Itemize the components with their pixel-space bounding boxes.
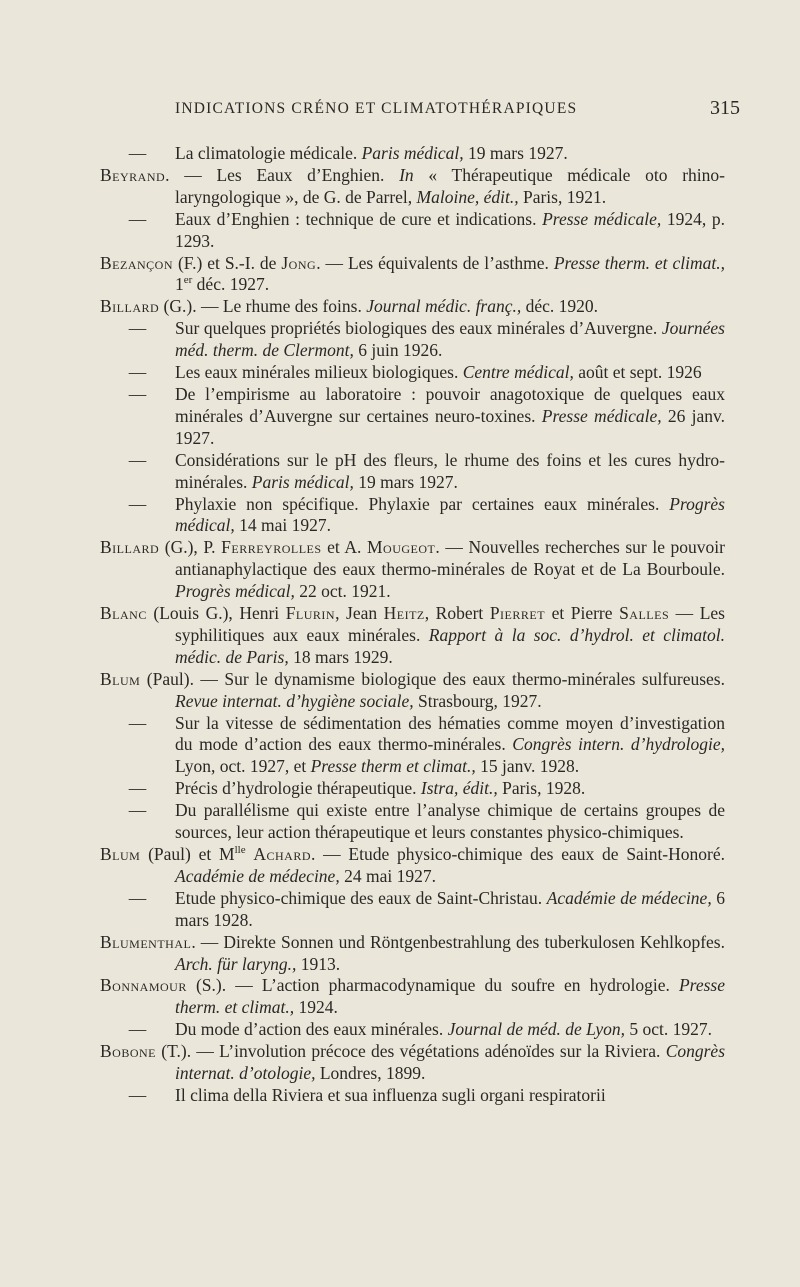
bibliography-entry	[100, 537, 725, 603]
bibliography-entry	[100, 1085, 725, 1107]
publication-title: Arch. für laryng.,	[175, 953, 297, 974]
entry-text: 19 mars 1927.	[353, 471, 458, 492]
entry-text: . — Direkte Sonnen und Röntgenbestrahlung des tuberkulosen Kehlkopfes.	[191, 931, 725, 952]
entry-text: Etude physico-chimique des eaux de Saint-Christau.	[175, 887, 547, 908]
entry-text: 14 mai 1927.	[234, 515, 332, 536]
author-name: Flurin	[285, 603, 336, 624]
bibliography-entry	[100, 844, 725, 888]
entry-text: 1924, p. 1293.	[175, 208, 726, 251]
entry-text: Paris, 1921.	[518, 186, 607, 207]
entry-text: , Robert	[424, 603, 490, 624]
entry-text: De l’empirisme au laboratoire : pouvoir anagotoxique de quelques eaux minérales d’Auvergne sur certaines neuro-toxines.	[175, 383, 725, 426]
continuation-dash: —	[128, 362, 147, 383]
entry-text: « Thérapeutique médicale oto rhino-laryngologique », de G. de Parrel,	[175, 164, 725, 207]
bibliography-entry	[100, 165, 725, 209]
entry-text: 1	[175, 274, 184, 295]
entry-text: 24 mai 1927.	[339, 865, 436, 886]
entry-text: et A.	[321, 537, 367, 558]
entry-text: (T.). — L’involution précoce des végétations adénoïdes sur la Riviera.	[156, 1041, 666, 1062]
entry-text: . — Les Eaux d’Enghien.	[165, 164, 400, 185]
author-name: Ferreyrolles	[221, 537, 322, 558]
entry-text: , Jean	[335, 603, 384, 624]
publication-title: Progrès médical,	[175, 493, 725, 536]
superscript: er	[183, 274, 193, 287]
entry-text: (G.), P.	[159, 537, 222, 558]
continuation-dash: —	[128, 493, 147, 514]
entry-text: 22 oct. 1921.	[294, 581, 391, 602]
entry-text: Les eaux minérales milieux biologiques.	[175, 362, 463, 383]
bibliography-entry	[100, 143, 725, 165]
continuation-dash: —	[128, 800, 147, 821]
entry-text: Sur quelques propriétés biologiques des eaux minérales d’Auvergne.	[175, 318, 662, 339]
author-name: Heitz	[383, 603, 425, 624]
bibliography-entry	[100, 1019, 725, 1041]
entry-text: Sur la vitesse de sédimentation des hématies comme moyen d’investigation du mode d’action des eaux thermo-minérales.	[175, 712, 725, 755]
entry-text: 15 janv. 1928.	[475, 756, 580, 777]
publication-title: Rapport à la soc. d’hydrol. et climatol. médic. de Paris,	[175, 624, 725, 667]
publication-title: Paris médical,	[361, 143, 464, 163]
entry-text: août et sept. 1926	[573, 362, 702, 383]
bibliography-entry	[100, 494, 725, 538]
publication-title: Académie de médecine,	[175, 865, 340, 886]
bibliography-entry	[100, 362, 725, 384]
author-name: Bobone	[100, 1041, 157, 1062]
entry-text: Précis d’hydrologie thérapeutique.	[175, 778, 421, 799]
author-name: Mougeot	[367, 537, 436, 558]
bibliography-entry	[100, 384, 725, 450]
author-name: Blanc	[100, 603, 147, 624]
author-name: Bonnamour	[100, 975, 187, 996]
author-name: Blum	[100, 844, 141, 864]
entry-text: . — Etude physico-chimique des eaux de Saint-Honoré.	[311, 844, 725, 864]
continuation-dash: —	[128, 383, 147, 404]
entry-text: déc. 1920.	[521, 296, 599, 317]
publication-title: Istra, édit.,	[420, 778, 498, 799]
author-name: Pierret	[489, 603, 546, 624]
entry-text: Strasbourg, 1927.	[413, 690, 542, 711]
continuation-dash: —	[128, 1019, 147, 1040]
publication-title: In	[399, 164, 414, 185]
continuation-dash: —	[128, 1084, 147, 1105]
bibliography-entry	[100, 209, 725, 253]
publication-title: Presse therm et climat.,	[310, 756, 476, 777]
author-name: Bezançon	[100, 252, 174, 273]
publication-title: Congrès intern. d’hydrologie,	[512, 734, 725, 755]
publication-title: Presse therm. et climat.,	[553, 252, 725, 273]
entry-text: Eaux d’Enghien : technique de cure et indications.	[175, 208, 543, 229]
page-number: 315	[710, 97, 740, 119]
entry-text: — Les syphilitiques aux eaux minérales.	[175, 603, 725, 645]
author-name: Beyrand	[100, 164, 166, 185]
entry-text: (Louis G.), Henri	[146, 603, 286, 624]
publication-title: Maloine, édit.,	[416, 186, 519, 207]
entry-text: 1924.	[294, 997, 338, 1018]
publication-title: Paris médical,	[251, 471, 354, 492]
superscript: lle	[234, 844, 246, 857]
publication-title: Presse therm. et climat.,	[175, 975, 725, 1018]
bibliography-entry	[100, 1041, 725, 1085]
entry-text: La climatologie médicale.	[175, 143, 362, 163]
publication-title: Journal de méd. de Lyon,	[447, 1019, 625, 1040]
entry-text: Londres, 1899.	[315, 1063, 426, 1084]
bibliography-list	[100, 143, 725, 1107]
bibliography-entry	[100, 975, 725, 1019]
entry-text: (Paul). — Sur le dynamisme biologique des eaux thermo-minérales sulfureuses.	[140, 668, 725, 689]
publication-title: Congrès internat. d’otologie,	[175, 1041, 725, 1084]
bibliography-entry	[100, 713, 725, 779]
author-name: Jong	[281, 252, 317, 273]
entry-text: Considérations sur le pH des fleurs, le rhume des foins et les cures hydro-minérales.	[175, 449, 725, 492]
bibliography-entry	[100, 253, 725, 297]
continuation-dash: —	[128, 208, 147, 229]
bibliography-entry	[100, 318, 725, 362]
entry-text: (S.). — L’action pharmacodynamique du soufre en hydrologie.	[186, 975, 679, 996]
entry-text: déc. 1927.	[192, 274, 270, 295]
entry-text: 5 oct. 1927.	[624, 1019, 712, 1040]
entry-text: Du mode d’action des eaux minérales.	[175, 1019, 448, 1040]
publication-title: Journal médic. franç.,	[366, 296, 522, 317]
author-name: Billard	[100, 296, 160, 317]
publication-title: Centre médical,	[462, 362, 574, 383]
entry-text: 6 mars 1928.	[175, 887, 725, 930]
entry-text: 26 janv. 1927.	[175, 405, 725, 448]
bibliography-entry	[100, 778, 725, 800]
entry-text: (F.) et S.-I. de	[173, 252, 282, 273]
author-name: Salles	[619, 603, 670, 624]
entry-text: . — Les équivalents de l’asthme.	[316, 252, 554, 273]
entry-text: 6 juin 1926.	[353, 340, 443, 361]
continuation-dash: —	[128, 143, 147, 163]
continuation-dash: —	[128, 318, 147, 339]
bibliography-entry	[100, 603, 725, 669]
publication-title: Journées méd. therm. de Clermont,	[175, 318, 725, 361]
page-header	[175, 97, 740, 119]
publication-title: Revue internat. d’hygiène sociale,	[175, 690, 414, 711]
running-title: INDICATIONS CRÉNO ET CLIMATOTHÉRAPIQUES	[175, 100, 578, 117]
publication-title: Progrès médical,	[175, 581, 295, 602]
bibliography-entry	[100, 800, 725, 844]
entry-text: (Paul) et M	[140, 844, 235, 864]
author-name: Achard	[253, 844, 312, 864]
bibliography-entry	[100, 296, 725, 318]
continuation-dash: —	[128, 778, 147, 799]
bibliography-entry	[100, 888, 725, 932]
entry-text: (G.). — Le rhume des foins.	[159, 296, 367, 317]
publication-title: Presse médicale,	[542, 208, 662, 229]
author-name: Billard	[100, 537, 160, 558]
entry-text: Il clima della Riviera et sua influenza sugli organi respiratorii	[175, 1084, 606, 1105]
entry-text: 18 mars 1929.	[288, 646, 393, 667]
entry-text: et Pierre	[545, 603, 620, 624]
entry-text: Du parallélisme qui existe entre l’analyse chimique de certains groupes de sources, leur action thérapeutique et leurs constantes physico-chimiques.	[175, 800, 725, 843]
author-name: Blumenthal	[100, 931, 192, 952]
continuation-dash: —	[128, 887, 147, 908]
entry-text: Phylaxie non spécifique. Phylaxie par certaines eaux minérales.	[175, 493, 670, 514]
publication-title: Académie de médecine,	[546, 887, 712, 908]
entry-text: Paris, 1928.	[497, 778, 586, 799]
entry-text: . — Nouvelles recherches sur le pouvoir antianaphylactique des eaux thermo-minérales de Royat et de La Bourboule.	[175, 537, 725, 580]
entry-text: 19 mars 1927.	[463, 143, 568, 163]
bibliography-entry	[100, 669, 725, 713]
entry-text: 1913.	[296, 953, 341, 974]
publication-title: Presse médicale,	[541, 405, 662, 426]
continuation-dash: —	[128, 449, 147, 470]
author-name: Blum	[100, 668, 141, 689]
bibliography-entry	[100, 450, 725, 494]
entry-text: Lyon, oct. 1927, et	[175, 756, 311, 777]
continuation-dash: —	[128, 712, 147, 733]
bibliography-entry	[100, 932, 725, 976]
